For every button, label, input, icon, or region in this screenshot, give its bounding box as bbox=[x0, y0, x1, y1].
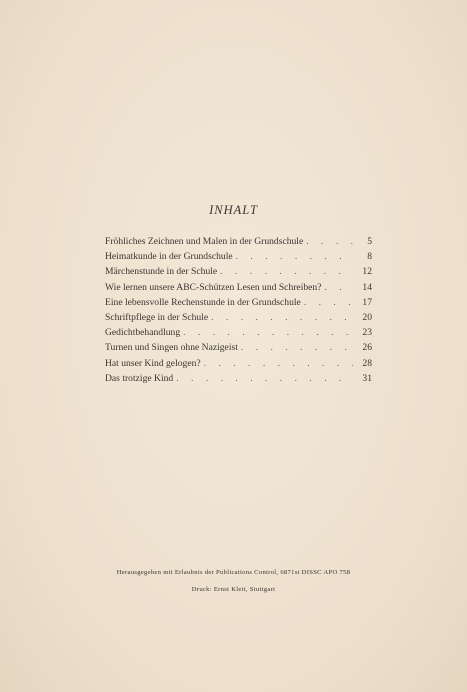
imprint-printer-line: Druck: Ernst Klett, Stuttgart bbox=[191, 586, 276, 593]
toc-leader-dots bbox=[211, 310, 353, 325]
toc-leader-dots bbox=[204, 356, 353, 371]
toc-entry-page: 12 bbox=[362, 266, 372, 278]
toc-leader-dots bbox=[220, 264, 353, 279]
toc-entry-page: 26 bbox=[362, 342, 372, 354]
toc-entry bbox=[105, 356, 372, 371]
toc-entry-title: Märchenstunde in der Schule bbox=[105, 266, 218, 278]
toc-entry bbox=[105, 325, 372, 340]
toc-leader-dots bbox=[241, 340, 353, 355]
toc-entry bbox=[105, 295, 372, 310]
toc-entry-title: Hat unser Kind gelogen? bbox=[105, 357, 201, 369]
toc-entry-page: 5 bbox=[367, 236, 372, 247]
toc-entry-page: 31 bbox=[362, 372, 372, 384]
toc-heading: INHALT bbox=[209, 203, 258, 217]
toc-entry-title: Gedichtbehandlung bbox=[105, 327, 181, 339]
toc-entry-page: 23 bbox=[362, 327, 372, 339]
toc-entry-page: 8 bbox=[367, 251, 372, 263]
toc-entry bbox=[105, 249, 372, 264]
toc-leader-dots bbox=[176, 371, 353, 386]
toc-entry-page: 17 bbox=[362, 296, 372, 308]
toc-leader-dots bbox=[183, 325, 353, 340]
toc-entry-page: 20 bbox=[362, 311, 372, 323]
toc-entry-title: Fröhliches Zeichnen und Malen in der Grundschule bbox=[105, 236, 304, 247]
toc-entry bbox=[105, 371, 372, 386]
toc-entry bbox=[105, 310, 372, 325]
toc-leader-dots bbox=[304, 295, 353, 310]
toc-entry-title: Wie lernen unsere ABC-Schützen Lesen und Schreiben? bbox=[105, 281, 322, 293]
toc-entry-page: 28 bbox=[362, 357, 372, 369]
toc-entry-title: Turnen und Singen ohne Nazigeist bbox=[105, 342, 238, 354]
toc-entry-title: Schriftpflege in der Schule bbox=[105, 311, 209, 323]
toc-entry bbox=[105, 264, 372, 279]
toc-entry bbox=[105, 280, 372, 295]
toc-entry-title: Heimatkunde in der Grundschule bbox=[105, 251, 233, 263]
toc-entry-page: 14 bbox=[362, 281, 372, 293]
toc-entry bbox=[105, 234, 372, 249]
toc-entry-title: Das trotzige Kind bbox=[105, 372, 174, 384]
toc-leader-dots bbox=[236, 249, 353, 264]
imprint bbox=[0, 564, 467, 598]
toc-leader-dots bbox=[324, 280, 353, 295]
table-of-contents bbox=[105, 234, 372, 386]
toc-leader-dots bbox=[306, 234, 353, 249]
imprint-publisher-line: Herausgegeben mit Erlaubnis der Publications Control, 6871st DISSC APO 758 bbox=[116, 569, 351, 576]
toc-entry-title: Eine lebensvolle Rechenstunde in der Grundschule bbox=[105, 296, 301, 308]
toc-entry bbox=[105, 340, 372, 355]
